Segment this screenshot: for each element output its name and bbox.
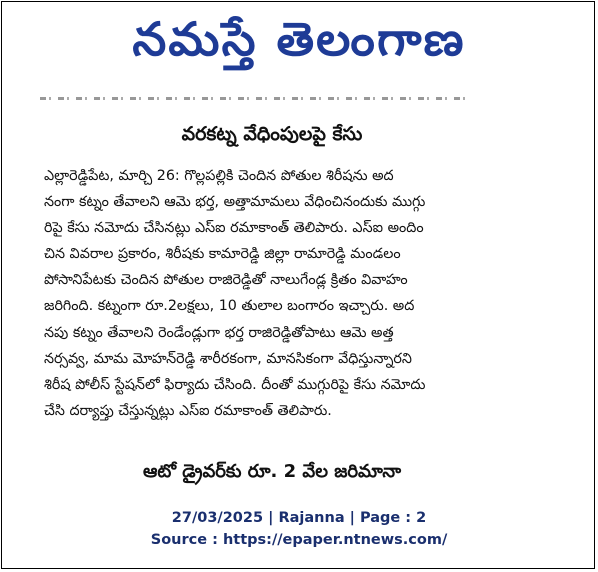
- article-body: [44, 163, 498, 424]
- next-article-headline: ఆటో డ్రైవర్‌కు రూ. 2 వేల జరిమానా: [142, 461, 402, 482]
- article-headline: వరకట్న వేధింపులపై కేసు: [181, 123, 363, 145]
- body-line: చేసి దర్యాప్తు చేస్తున్నట్లు ఎస్ఐ రమాకాంత్ తెలిపారు.: [44, 402, 332, 419]
- source-link[interactable]: Source : https://epaper.ntnews.com/: [150, 532, 448, 548]
- body-line: చిన వివరాల ప్రకారం, శిరీషకు కామారెడ్డి జిల్లా రామారెడ్డి మండలం: [44, 246, 401, 263]
- clipped-previous-text: [40, 96, 470, 102]
- body-line: జరిగింది. కట్నంగా రూ.2లక్షలు, 10 తులాల బంగారం ఇచ్చారు. అద: [44, 298, 415, 315]
- body-line: ఎల్లారెడ్డిపేట, మార్చి 26: గొల్లపల్లికి చెందిన పోతుల శిరీషను అద: [44, 168, 394, 184]
- body-line: నర్సవ్వ, మామ మోహన్‌రెడ్డి శారీరకంగా, మానసికంగా వేధిస్తున్నారని: [44, 350, 412, 367]
- body-line: నంగా కట్నం తేవాలని ఆమె భర్త, అత్తామామలు వేధించినందుకు ముగ్గు: [44, 194, 426, 211]
- article-clipping: [38, 103, 506, 495]
- body-line: పోసానిపేటకు చెందిన పోతుల రాజిరెడ్డితో నాలుగేండ్ల క్రితం వివాహం: [44, 272, 408, 289]
- body-line: నపు కట్నం తేవాలని రెండేండ్లుగా భర్త రాజిరెడ్డితోపాటు ఆమె అత్త: [44, 324, 394, 341]
- edition-info: 27/03/2025 | Rajanna | Page : 2: [171, 510, 427, 526]
- body-line: రిపై కేసు నమోదు చేసినట్లు ఎస్ఐ రమాకాంత్ తెలిపారు. ఎస్ఐ అందిం: [44, 220, 424, 237]
- newspaper-masthead: నమస్తే తెలంగాణ: [132, 12, 466, 66]
- body-line: శిరీష పోలీస్ స్టేషన్‌లో ఫిర్యాదు చేసింది. దీంతో ముగ్గురిపై కేసు నమోదు: [44, 376, 426, 393]
